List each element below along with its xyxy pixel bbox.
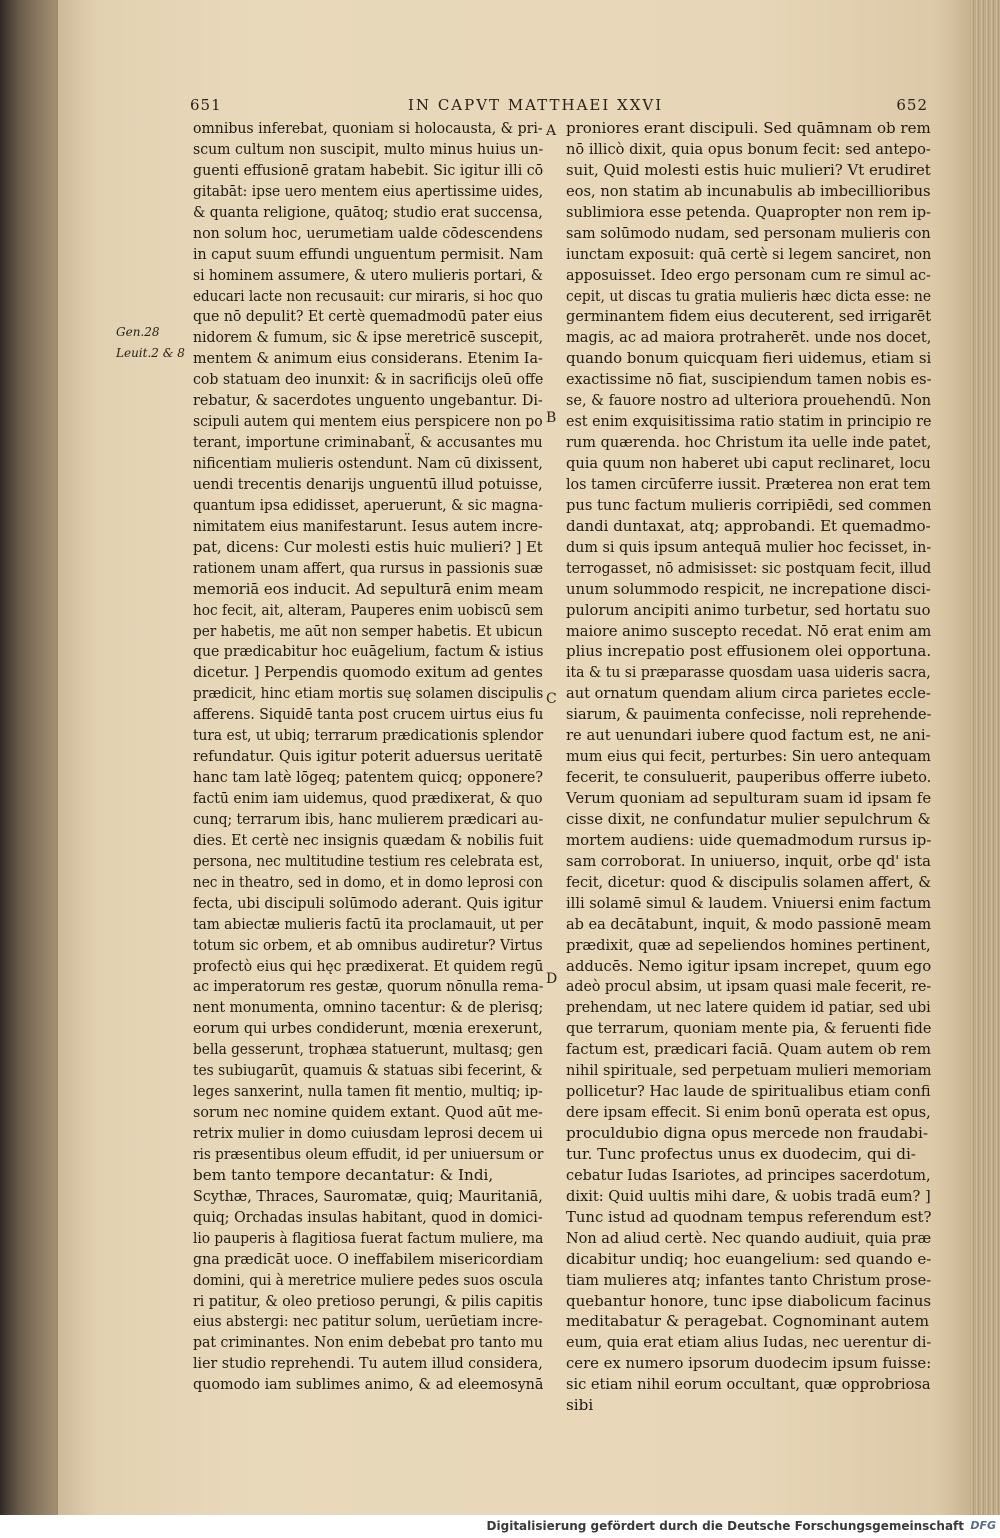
section-letter-d: D [546,971,558,987]
text-line: refundatur. Quis igitur poterit aduersus ueritatē [193,747,543,766]
text-line: prædicit, hinc etiam mortis suę solamen discipulis [193,684,544,703]
text-line: nimitatem eius manifestarunt. Iesus autem incre- [193,516,543,535]
folio-right: 652 [896,96,928,114]
text-line: adeò procul absim, ut ipsam quasi male fecerit, re- [566,977,932,996]
text-line: terant, importune criminabanẗ, & accusantes mu [193,433,543,452]
text-line: nificentiam mulieris ostendunt. Nam cū dixissent, [193,454,543,472]
text-line: se, & fauore nostro ad ulteriora prouehendū. Non [566,391,932,410]
text-line: prehendam, ut nec latere quidem id patiar, sed ubi [566,998,931,1017]
text-line: magis, ac ad maiora protraherēt. unde nos docet, [566,328,932,347]
text-line: cob statuam deo inunxit: & in sacrificijs oleū offe [193,370,544,389]
text-line: hanc tam latè lōgeq; patentem quicq; opponere? [193,768,543,787]
text-line: nec in theatro, sed in domo, et in domo leprosi con [193,872,544,891]
text-line: dere ipsam effecit. Si enim bonū operata est opus, [566,1103,931,1122]
text-line: sam corroborat. In uniuerso, inquit, orbe qd' ista [566,851,931,870]
page-edges [970,0,1000,1515]
text-line: nidorem & fumum, sic & ipse meretricē suscepit, [193,328,544,347]
footer-credit: Digitalisierung gefördert durch die Deutsche Forschungsgemeinschaft [486,1519,964,1533]
text-line: cunq; terrarum ibis, hanc mulierem prædicari au- [193,809,544,828]
text-line: omnibus inferebat, quoniam si holocausta, & pri- [193,119,543,137]
text-line: prædixit, quæ ad sepeliendos homines pertinent, [566,935,931,954]
text-line: leges sanxerint, nulla tamen fit mentio, multiq; ip- [193,1082,543,1101]
text-line: eos, non statim ab incunabulis ab imbecillioribus [566,181,931,200]
text-line: rebatur, & sacerdotes unguento ungebantur. Di- [193,391,543,410]
text-line: pat criminantes. Non enim debebat pro tanto mu [193,1333,543,1352]
text-line: educari lacte non recusauit: cur miraris, si hoc quo [193,286,543,305]
text-line: sam solūmodo nudam, sed personam mulieris con [566,223,931,242]
text-line: eum, quia erat etiam alius Iudas, nec uerentur di- [566,1333,932,1352]
text-line: illi solamē simul & laudem. Vniuersi enim factum [566,893,932,912]
section-letter-c: C [546,691,557,707]
text-line: exactissime nō fiat, suscipiendum tamen nobis es- [566,370,932,389]
text-line: que prædicabitur hoc euāgelium, factum & istius [193,642,544,661]
left-text-column [193,118,543,1395]
text-line: ac imperatorum res gestæ, quorum nōnulla rema- [193,977,544,996]
text-line: dandi duntaxat, atq; approbandi. Et quemadmo- [566,516,931,535]
section-letter-b: B [546,410,557,426]
text-line: mum eius qui fecit, perturbes: Sin uero antequam [566,747,931,766]
text-line: pollicetur? Hac laude de spiritualibus etiam confi [566,1082,931,1101]
text-line: totum sic orbem, et ab omnibus audiretur? Virtus [193,935,543,954]
text-line: tura est, ut ubiq; terrarum prædicationis splendor [193,726,544,745]
text-line: ita & tu si præparasse quosdam uasa uideris sacra, [566,663,931,682]
text-line: nent monumenta, omnino tacentur: & de plerisq; [193,998,544,1017]
text-line: guenti effusionē gratam habebit. Sic igitur illi cō [193,160,544,179]
text-line: lio pauperis à flagitiosa fuerat factum muliere, ma [193,1228,544,1247]
text-line: cisse dixit, ne confundatur mulier sepulchrum & [566,809,931,828]
text-line: rum quærenda. hoc Christum ita uelle inde patet, [566,433,932,452]
text-line: profectò eius qui hęc prædixerat. Et quidem regū [193,956,544,975]
margin-note-genesis: Gen.28 [116,325,160,339]
text-line: maiore animo suscepto recedat. Nō erat enim am [566,621,932,640]
text-line: aut ornatum quendam alium circa parietes eccle- [566,684,931,703]
text-line: fecit, dicetur: quod & discipulis solamen affert, & [566,872,932,891]
text-line: dum si quis ipsum antequā mulier hoc fecisset, in- [566,537,932,556]
text-line: scum cultum non suscipit, multo minus huius un- [193,139,544,158]
text-line: est enim exquisitissima ratio statim in principio re [566,412,932,431]
text-line: sic etiam nihil eorum occultant, quæ opprobriosa [566,1375,931,1394]
text-line: quiq; Orchadas insulas habitant, quod in domici- [193,1207,543,1226]
text-line: dicetur. ] Perpendis quomodo exitum ad gentes [193,663,543,682]
text-line: cepit, ut discas tu gratia mulieris hæc dicta esse: ne [566,286,932,305]
text-line: pus tunc factum mulieris corripiēdi, sed commen [566,495,932,514]
text-line: meditabatur & peragebat. Cognominant autem [566,1312,930,1331]
text-line: memoriā eos inducit. Ad sepulturā enim meam [193,579,544,598]
text-line: iunctam exposuit: quā certè si legem sanciret, non [566,244,932,263]
text-line: quebantur honore, tunc ipse diabolicum facinus [566,1291,932,1310]
text-line: germinantem fidem eius decuterent, sed irrigarēt [566,307,932,326]
text-line: Scythæ, Thraces, Sauromatæ, quiq; Mauritaniā, [193,1186,543,1205]
text-line: ab ea decātabunt, inquit, & modo passionē meam [566,914,932,933]
text-line: apposuisset. Ideo ergo personam cum re simul ac- [566,265,931,284]
text-line: terrogasset, nō admisisset: sic postquam fecit, illud [566,558,932,577]
text-line: bem tanto tempore decantatur: & Indi, [193,1165,494,1184]
text-line: uendi trecentis denarijs unguentū illud potuisse, [193,474,543,493]
text-line: adducēs. Nemo igitur ipsam increpet, quum ego [566,956,932,975]
text-line: in caput suum effundi unguentum permisit. Nam [193,244,544,263]
text-line: ri patitur, & oleo pretioso perungi, & pilis capitis [193,1291,543,1310]
text-line: & quanta religione, quātoq; studio erat succensa, [193,202,543,221]
text-line: que terrarum, quoniam mente pia, & feruenti fide [566,1019,932,1038]
digitization-footer [0,1515,1000,1538]
text-line: persona, nec multitudine testium res celebrata est, [193,851,544,870]
text-line: eorum qui urbes condiderunt, mœnia erexerunt, [193,1019,543,1038]
dfg-logo: DFG [970,1519,996,1532]
folio-left: 651 [190,96,222,114]
text-line: sublimiora esse petenda. Quapropter non rem ip- [566,202,931,221]
text-line: tam abiectæ mulieris factū ita proclamauit, ut per [193,914,544,933]
text-line: siarum, & pauimenta confecisse, noli reprehende- [566,705,932,724]
text-line: bella gesserunt, trophæa statuerunt, multasq; gen [193,1040,543,1059]
text-line: hoc fecit, ait, alteram, Pauperes enim uobiscū sem [193,600,544,619]
text-line: retrix mulier in domo cuiusdam leprosi decem ui [193,1124,543,1142]
text-line: non solum hoc, uerumetiam ualde cōdescendens [193,223,543,242]
text-line: per habetis, me aūt non semper habetis. Et ubicun [193,621,543,640]
text-line: cere ex numero ipsorum duodecim ipsum fuisse: [566,1354,932,1373]
text-line: nō illicò dixit, quia opus bonum fecit: sed antepo- [566,139,931,158]
text-line: tur. Tunc profectus unus ex duodecim, qui di- [566,1144,916,1163]
text-line: gitabāt: ipse uero mentem eius apertissime uides, [193,181,544,200]
text-line: quomodo iam sublimes animo, & ad eleemosynā [193,1375,544,1394]
text-line: si hominem assumere, & utero mulieris portari, & [193,265,544,284]
text-line: sibi [566,1396,594,1415]
text-line: lier studio reprehendi. Tu autem illud considera, [193,1354,543,1373]
text-line: nihil spirituale, sed perpetuam mulieri memoriam [566,1061,932,1080]
text-line: mortem audiens: uide quemadmodum rursus ip- [566,830,932,849]
text-line: proculdubio digna opus mercede non fraudabi- [566,1124,928,1142]
margin-note-leviticus: Leuit.2 & 8 [116,346,185,360]
text-line: dixit: Quid uultis mihi dare, & uobis tradā eum? ] [566,1186,931,1205]
text-line: que nō depulit? Et certè quemadmodū pater eius [193,307,543,326]
text-line: gna prædicāt uoce. O ineffabilem misericordiam [193,1249,544,1268]
text-line: quantum ipsa edidisset, aperuerunt, & sic magna- [193,495,544,514]
running-title: IN CAPVT MATTHAEI XXVI [408,96,664,114]
text-line: eius abstergi: nec patitur solum, uerūetiam incre- [193,1312,543,1331]
text-line: tes subiugarūt, quamuis & statuas sibi fecerint, & [193,1061,543,1080]
text-line: pat, dicens: Cur molesti estis huic mulieri? ] Et [193,537,543,556]
text-line: pulorum ancipiti animo turbetur, sed hortatu suo [566,600,931,619]
text-line: ris præsentibus oleum effudit, id per uniuersum or [193,1144,544,1163]
text-line: rationem unam affert, qua rursus in passionis suæ [193,558,543,577]
section-letter-a: A [546,123,557,139]
text-line: tiam mulieres atq; infantes tanto Christum prose- [566,1270,932,1289]
text-line: domini, qui à meretrice muliere pedes suos oscula [193,1270,544,1289]
right-text-column [566,118,931,1416]
text-line: quando bonum quicquam fieri uidemus, etiam si [566,349,932,368]
text-line: Non ad aliud certè. Nec quando audiuit, quia præ [566,1228,932,1247]
text-line: sorum nec nomine quidem extant. Quod aūt me- [193,1103,543,1122]
text-line: Tunc istud ad quodnam tempus referendum est? [566,1207,932,1226]
text-line: dicabitur undiq; hoc euangelium: sed quando e- [566,1249,932,1268]
text-line: suit, Quid molesti estis huic mulieri? Vt erudiret [566,160,931,179]
text-line: factū enim iam uidemus, quod prædixerat, & quo [193,789,543,807]
text-line: los tamen circūferre iussit. Præterea non erat tem [566,474,931,493]
text-line: cebatur Iudas Isariotes, ad principes sacerdotum, [566,1165,931,1184]
text-line: scipuli autem qui mentem eius perspicere non po [193,412,543,431]
text-line: Verum quoniam ad sepulturam suam id ipsam fe [566,789,932,807]
text-line: afferens. Siquidē tanta post crucem uirtus eius fu [193,705,544,724]
text-line: proniores erant discipuli. Sed quāmnam ob rem [566,119,931,137]
text-line: mentem & animum eius considerans. Etenim Ia- [193,349,543,368]
text-line: fecerit, te consuluerit, pauperibus offerre iubeto. [566,768,932,787]
text-line: unum solummodo respicit, ne increpatione disci- [566,579,931,598]
text-line: fecta, ubi discipuli solūmodo aderant. Quis igitur [193,893,543,912]
text-line: re aut uenundari iubere quod factum est, ne ani- [566,726,931,745]
text-line: factum est, prædicari faciā. Quam autem ob rem [566,1040,931,1059]
text-line: quia quum non haberet ubi caput reclinaret, locu [566,454,931,472]
text-line: dies. Et certè nec insignis quædam & nobilis fuit [193,830,544,849]
text-line: plius increpatio post effusionem olei opportuna. [566,642,932,661]
